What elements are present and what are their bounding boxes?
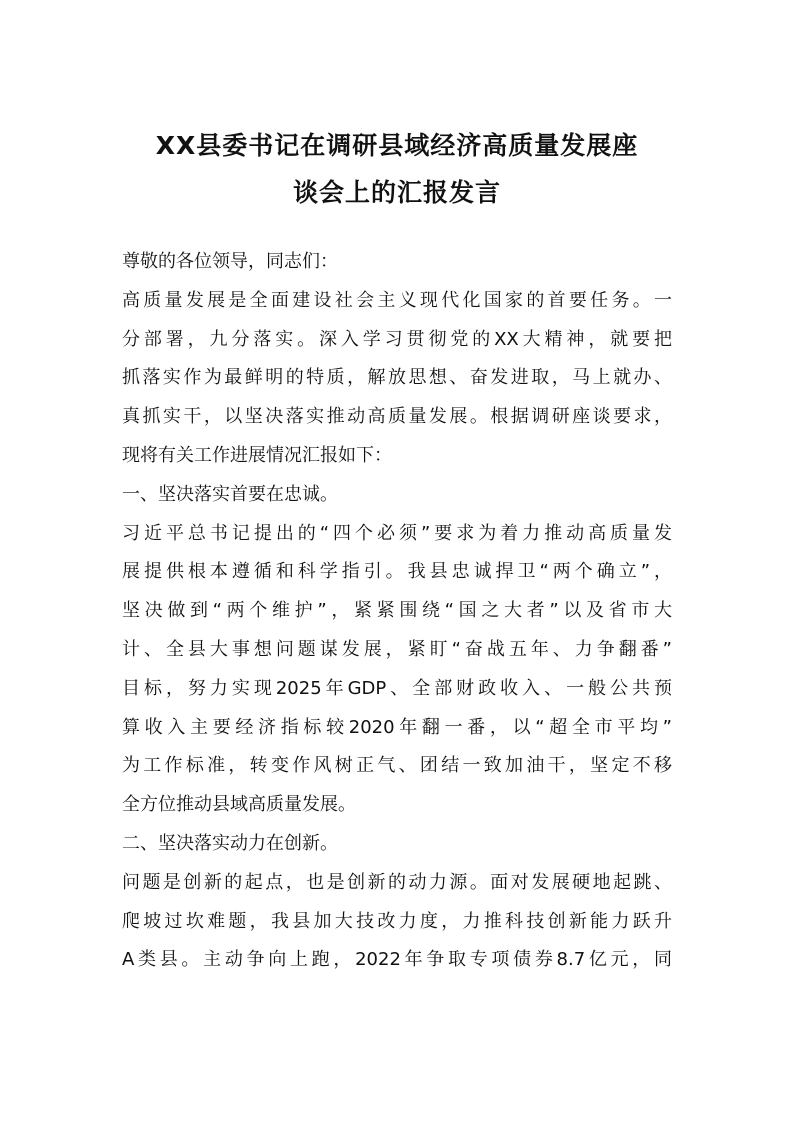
section-2-line-1: 问题是创新的起点，也是创新的动力源。面对发展硬地起跳、 — [122, 871, 672, 893]
paragraph-intro-line-3: 抓落实作为最鲜明的特质，解放思想、奋发进取，马上就办、 — [122, 367, 672, 389]
section-1-line-5: 目标，努力实现2025年GDP、全部财政收入、一般公共预 — [122, 677, 672, 699]
paragraph-intro-line-5: 现将有关工作进展情况汇报如下： — [122, 444, 392, 466]
section-1-line-3: 坚决做到“两个维护”，紧紧围绕“国之大者”以及省市大 — [122, 600, 672, 622]
paragraph-intro-line-4: 真抓实干，以坚决落实推动高质量发展。根据调研座谈要求， — [122, 406, 672, 428]
section-heading-2: 二、坚决落实动力在创新。 — [122, 832, 338, 854]
section-1-line-8: 全方位推动县域高质量发展。 — [122, 794, 356, 816]
paragraph-intro-line-2: 分部署，九分落实。深入学习贯彻党的XX大精神，就要把 — [122, 328, 672, 350]
document-title-line-1: XX县委书记在调研县域经济高质量发展座 — [155, 131, 639, 160]
section-1-line-7: 为工作标准，转变作风树正气、团结一致加油干，坚定不移 — [122, 755, 672, 777]
section-2-line-2: 爬坡过坎难题，我县加大技改力度，力推科技创新能力跃升 — [122, 910, 672, 932]
section-2-line-3: A类县。主动争向上跑，2022年争取专项债券8.7亿元，同 — [122, 949, 672, 971]
document-body — [122, 243, 672, 980]
salutation: 尊敬的各位领导，同志们： — [122, 251, 338, 272]
section-heading-1: 一、坚决落实首要在忠诚。 — [122, 483, 338, 505]
document-title-line-2: 谈会上的汇报发言 — [292, 178, 501, 207]
section-1-line-4: 计、全县大事想问题谋发展，紧盯“奋战五年、力争翻番” — [122, 638, 672, 660]
section-1-line-2: 展提供根本遵循和科学指引。我县忠诚捍卫“两个确立”， — [122, 561, 672, 583]
section-1-line-1: 习近平总书记提出的“四个必须”要求为着力推动高质量发 — [122, 522, 672, 544]
paragraph-intro-line-1: 高质量发展是全面建设社会主义现代化国家的首要任务。一 — [122, 289, 672, 311]
section-1-line-6: 算收入主要经济指标较2020年翻一番，以“超全市平均” — [122, 716, 672, 738]
